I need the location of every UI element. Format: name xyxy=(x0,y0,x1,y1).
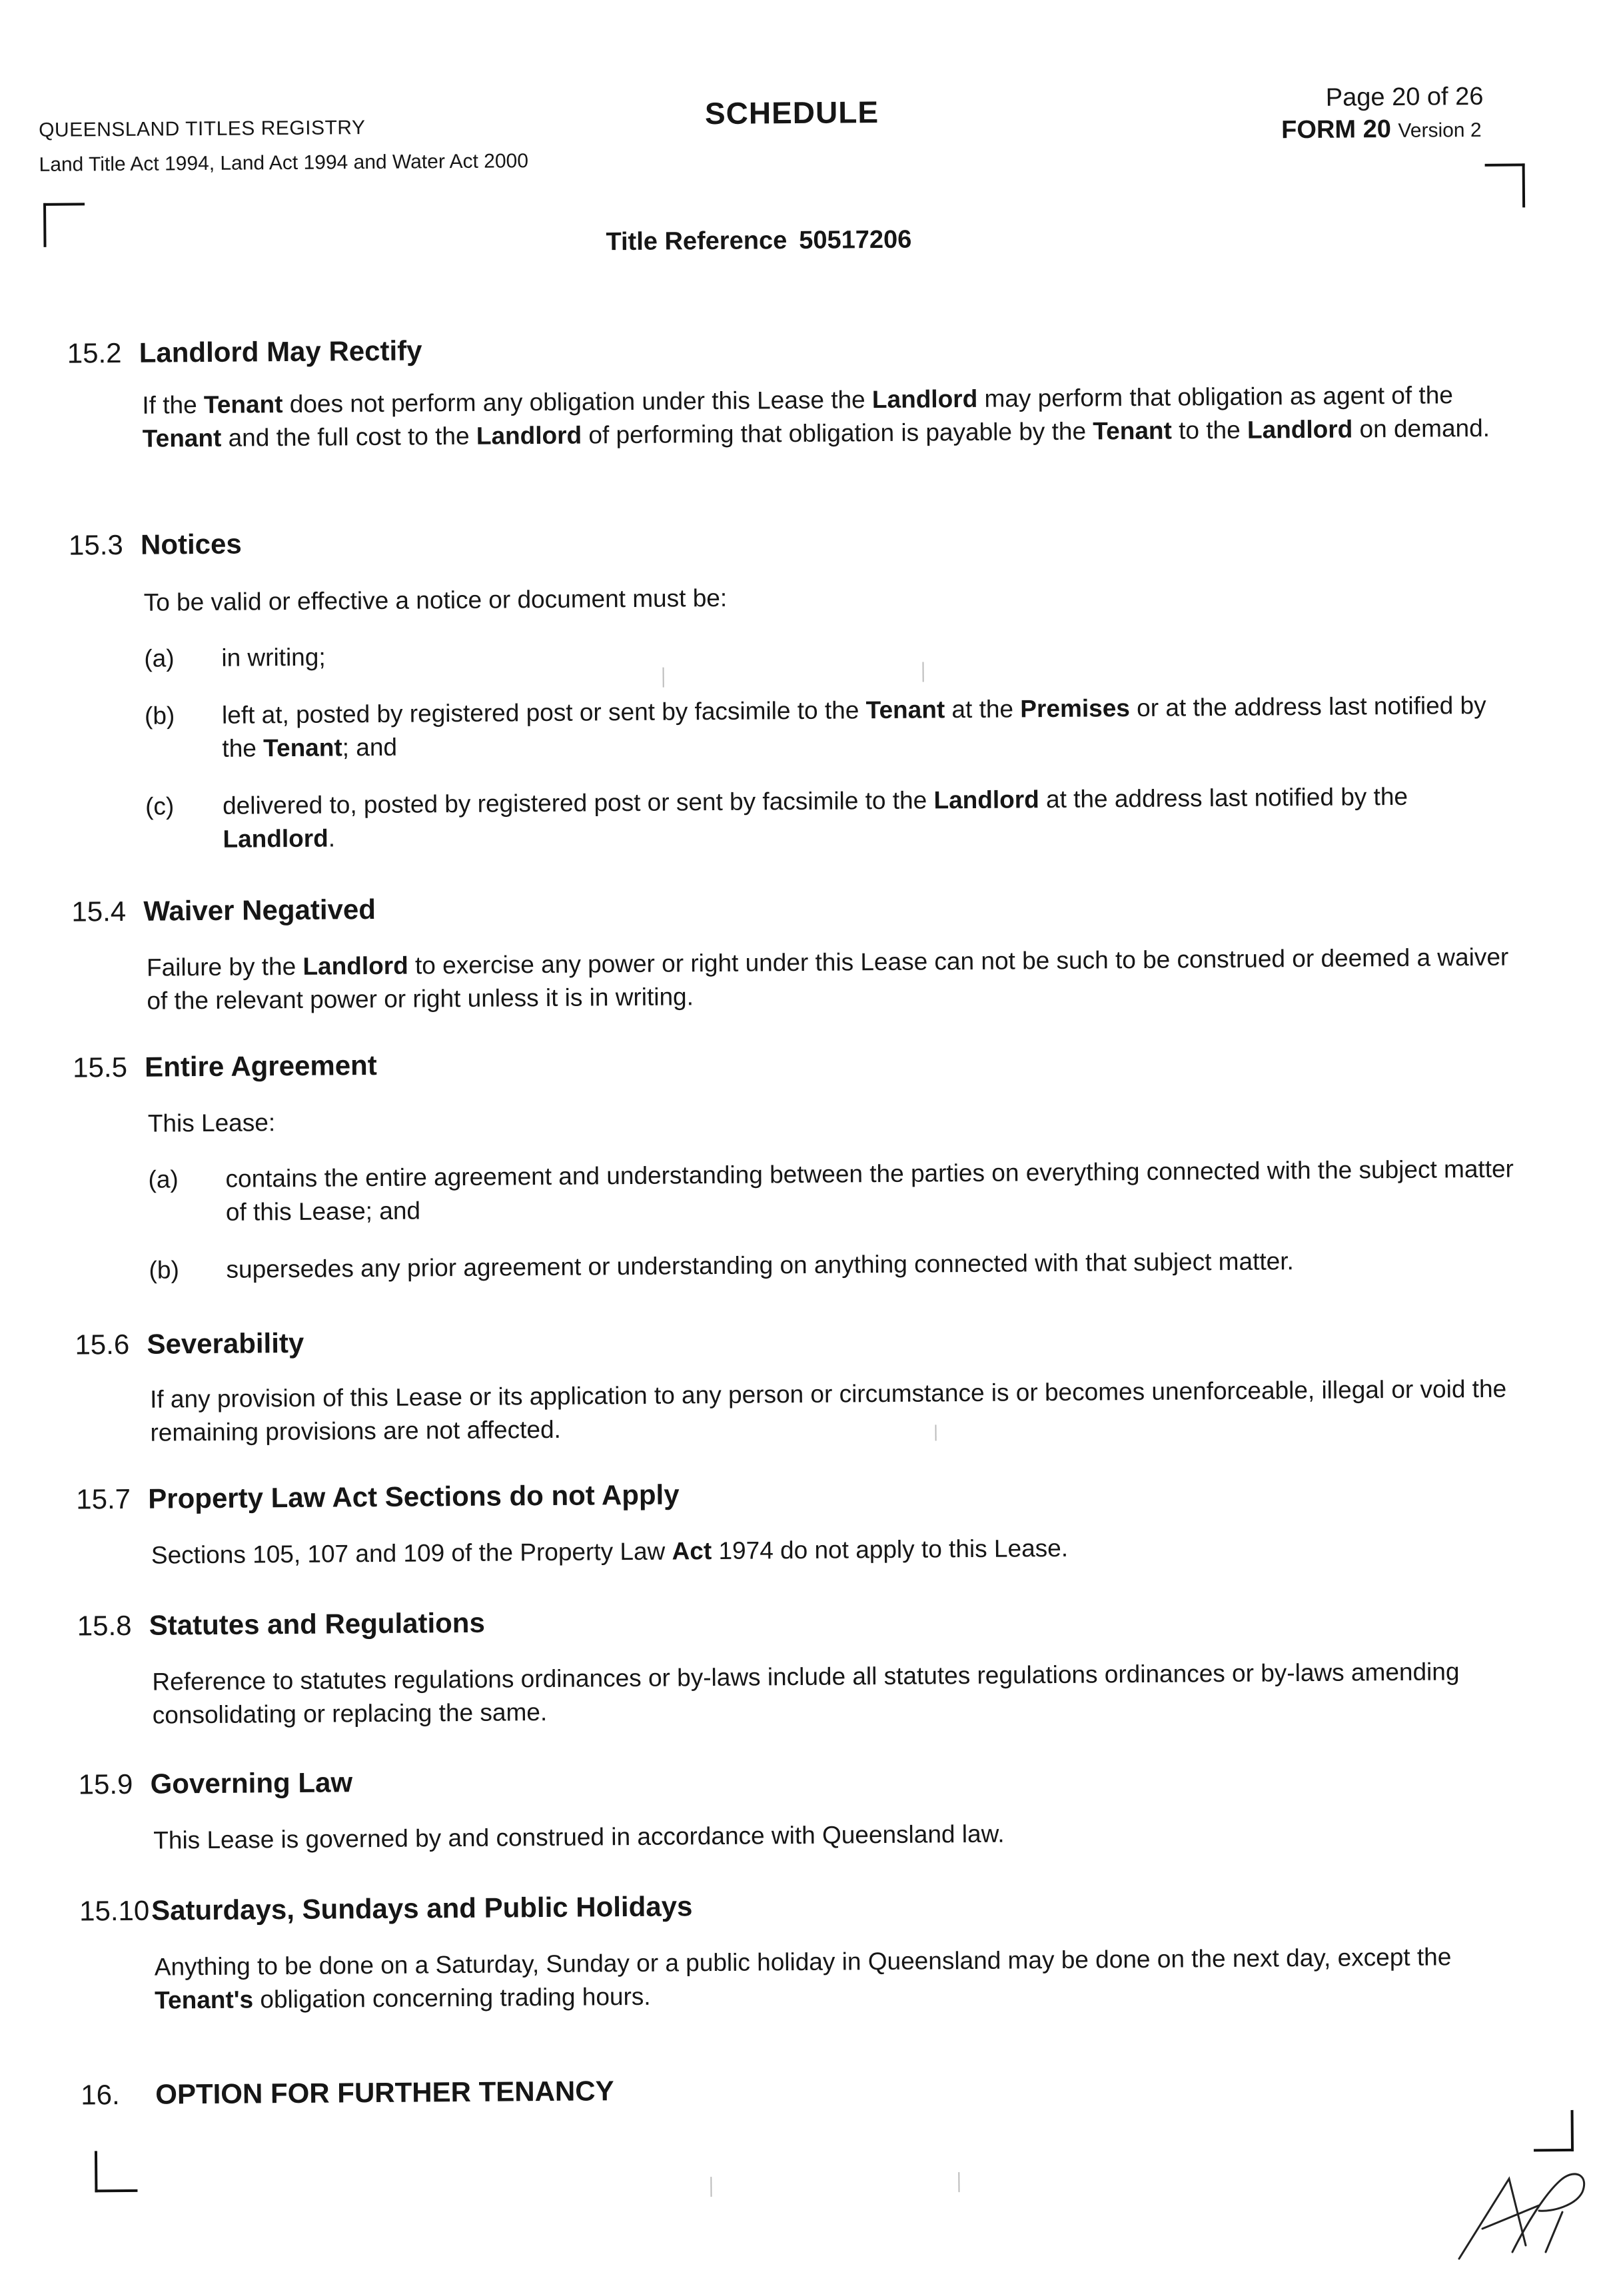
section-15-9 xyxy=(78,1757,1544,1858)
crop-mark-bottom-left xyxy=(95,2151,137,2193)
scan-speck xyxy=(935,1425,936,1440)
list-item-a: (a) in writing; xyxy=(144,643,326,672)
section-body: Anything to be done on a Saturday, Sunday or a public holiday in Queensland may be done on the next day, except the Tenant's obligation concerning trading hours. xyxy=(154,1943,1452,2014)
section-heading: 15.4 Waiver Negatived xyxy=(71,893,376,927)
section-heading: 16. OPTION FOR FURTHER TENANCY xyxy=(81,2075,614,2111)
list-item-b: (b) supersedes any prior agreement or understanding on anything connected with that subject matter. xyxy=(149,1247,1294,1284)
section-heading: 15.5 Entire Agreement xyxy=(73,1049,377,1083)
handwritten-initials xyxy=(1446,2165,1592,2265)
list-item-b: (b) left at, posted by registered post or sent by facsimile to the Tenant at the Premises or at the address last notified by the Tenant; and xyxy=(144,691,1486,762)
section-heading: 15.8 Statutes and Regulations xyxy=(77,1606,486,1642)
section-intro: This Lease: xyxy=(147,1109,276,1137)
section-16 xyxy=(81,2067,1546,2111)
section-15-7 xyxy=(76,1472,1542,1572)
section-15-3 xyxy=(69,518,1537,857)
section-heading: 15.9 Governing Law xyxy=(78,1766,353,1800)
section-heading: 15.3 Notices xyxy=(68,528,242,561)
section-heading: 15.6 Severability xyxy=(75,1327,304,1361)
section-15-6 xyxy=(75,1317,1541,1450)
section-heading: 15.2 Landlord May Rectify xyxy=(67,334,422,369)
title-reference-label: Title Reference xyxy=(606,227,788,257)
crop-mark-bottom-right xyxy=(1534,2110,1574,2151)
section-body: If the Tenant does not perform any obligation under this Lease the Landlord may perform that obligation as agent of the Tenant and the full cost to the Landlord of performing that obligation is payable by the Tenant to the Landlord on demand. xyxy=(142,381,1490,452)
section-heading: 15.10Saturdays, Sundays and Public Holidays xyxy=(79,1890,693,1927)
section-body: Reference to statutes regulations ordinances or by-laws include all statutes regulations ordinances or by-laws amending consolidating or replacing the same. xyxy=(152,1658,1460,1729)
list-item-c: (c) delivered to, posted by registered post or sent by facsimile to the Landlord at the address last notified by the Landlord. xyxy=(145,782,1408,853)
crop-mark-top-left xyxy=(43,203,85,247)
section-body: This Lease is governed by and construed in accordance with Queensland law. xyxy=(153,1820,1005,1854)
scan-speck xyxy=(710,2177,712,2197)
section-15-2 xyxy=(67,326,1534,456)
registry-name: QUEENSLAND TITLES REGISTRY xyxy=(39,117,366,141)
scan-speck xyxy=(663,668,664,688)
list-item-a: (a) contains the entire agreement and understanding between the parties on everything connected with the subject matter of this Lease; and xyxy=(148,1155,1514,1226)
section-15-4 xyxy=(71,884,1538,1018)
form-version: Version 2 xyxy=(1398,119,1482,142)
section-body: Sections 105, 107 and 109 of the Property Law Act 1974 do not apply to this Lease. xyxy=(151,1534,1069,1569)
acts-line: Land Title Act 1994, Land Act 1994 and Water Act 2000 xyxy=(39,150,529,176)
scan-speck xyxy=(922,662,923,682)
form-number: FORM 20 xyxy=(1281,115,1392,145)
crop-mark-top-right xyxy=(1485,163,1526,207)
section-body: If any provision of this Lease or its application to any person or circumstance is or becomes unenforceable, illegal or void the remaining provisions are not affected. xyxy=(149,1375,1507,1446)
section-heading: 15.7 Property Law Act Sections do not Apply xyxy=(76,1478,680,1515)
section-15-10 xyxy=(79,1884,1546,2017)
page-info: Page 20 of 26 xyxy=(1325,82,1484,112)
section-intro: To be valid or effective a notice or document must be: xyxy=(143,584,728,616)
section-body: Failure by the Landlord to exercise any power or right under this Lease can not be such to be construed or deemed a waiver of the relevant power or right unless it is in writing. xyxy=(146,943,1509,1015)
form-label xyxy=(1281,115,1482,145)
title-reference-value: 50517206 xyxy=(799,225,912,255)
title-reference xyxy=(606,226,911,257)
section-15-8 xyxy=(77,1598,1544,1732)
section-15-5 xyxy=(73,1040,1540,1287)
schedule-title: SCHEDULE xyxy=(704,95,879,131)
scan-speck xyxy=(958,2172,959,2192)
